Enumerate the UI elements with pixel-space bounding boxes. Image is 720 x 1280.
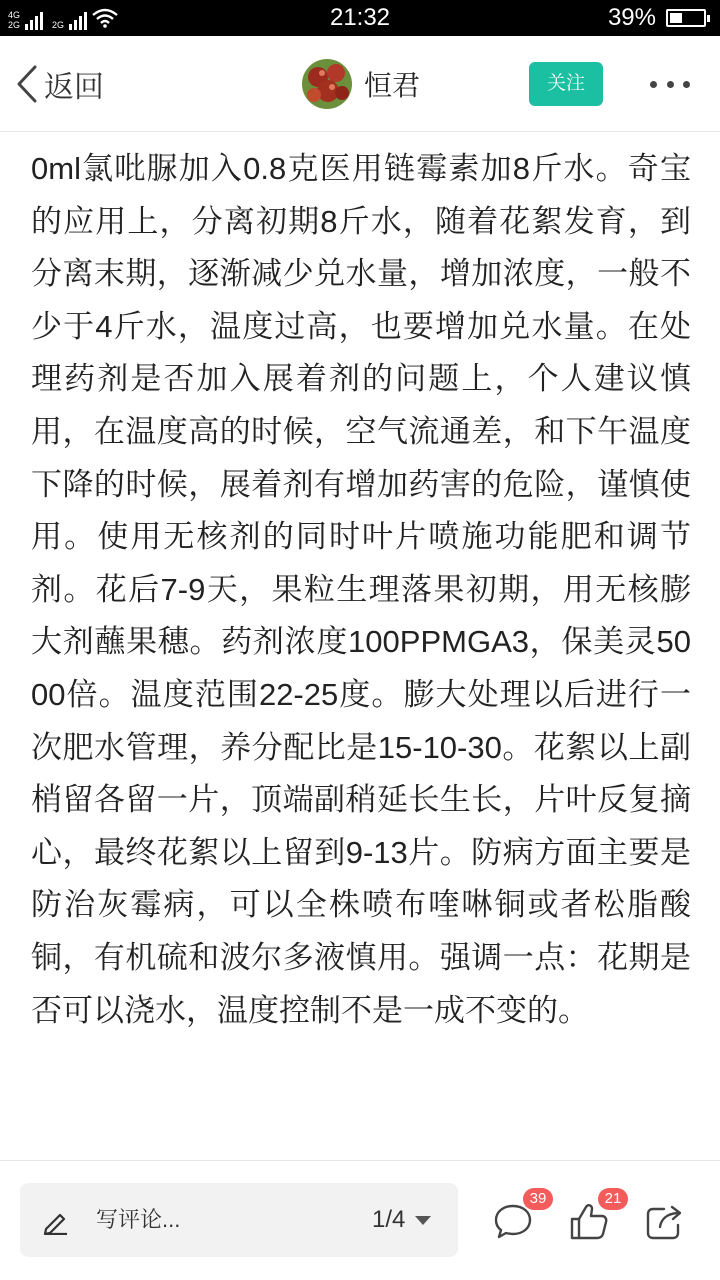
comment-input[interactable]	[20, 1183, 458, 1257]
share-button[interactable]	[644, 1201, 692, 1249]
clock: 21:32	[329, 4, 391, 31]
battery-icon	[666, 9, 706, 27]
top-nav	[0, 36, 720, 132]
comment-placeholder: 写评论...	[96, 1207, 181, 1232]
status-bar	[0, 0, 720, 36]
battery-level	[670, 13, 682, 23]
comment-count-badge: 39	[523, 1188, 553, 1210]
more-dots-icon[interactable]	[650, 72, 690, 96]
share-icon	[644, 1201, 686, 1243]
back-chevron-icon	[16, 65, 38, 103]
network-type-2: 2G	[8, 20, 21, 30]
article-text: 0ml氯吡脲加入0.8克医用链霉素加8斤水。奇宝的应用上，分离初期8斤水，随着花絮发育，到分离末期，逐渐减少兑水量，增加浓度，一般不少于4斤水，温度过高，也要增加兑水量。在处理药剂是否加入展着剂的问题上，个人建议慎用，在温度高的时候，空气流通差，和下午温度下降的时候，展着剂有增加药害的危险，谨慎使用。使用无核剂的同时叶片喷施功能肥和调节剂。花后7-9天，果粒生理落果初期，用无核膨大剂蘸果穗。药剂浓度100PPMGA3，保美灵5000倍。温度范围22-25度。膨大处理以后进行一次肥水管理，养分配比是15-10-30。花絮以上副梢留各留一片，顶端副稍延长生长，片叶反复摘心，最终花絮以上留到9-13片。防病方面主要是防治灰霉病，可以全株喷布喹啉铜或者松脂酸铜，有机硫和波尔多液慎用。强调一点：花期是否可以浇水，温度控制不是一成不变的。	[31, 151, 691, 1028]
comments-button[interactable]	[492, 1190, 547, 1249]
back-button[interactable]	[16, 64, 104, 104]
network-type-3: 2G	[52, 20, 65, 30]
pencil-icon	[42, 1207, 70, 1235]
follow-button[interactable]: 关注	[529, 62, 603, 106]
like-button[interactable]	[568, 1190, 622, 1249]
bottom-action-bar	[0, 1160, 720, 1280]
author-name: 恒君	[364, 70, 421, 101]
like-count-badge: 21	[598, 1188, 628, 1210]
back-label: 返回	[44, 71, 104, 104]
caret-down-icon	[415, 1216, 431, 1225]
avatar[interactable]	[302, 59, 352, 109]
author-info[interactable]	[302, 58, 420, 110]
network-type-1: 4G	[8, 10, 21, 20]
battery-percent: 39%	[607, 4, 656, 31]
page-indicator[interactable]	[372, 1183, 431, 1257]
article-content[interactable]	[0, 133, 720, 1158]
page-indicator-label: 1/4	[372, 1206, 406, 1233]
